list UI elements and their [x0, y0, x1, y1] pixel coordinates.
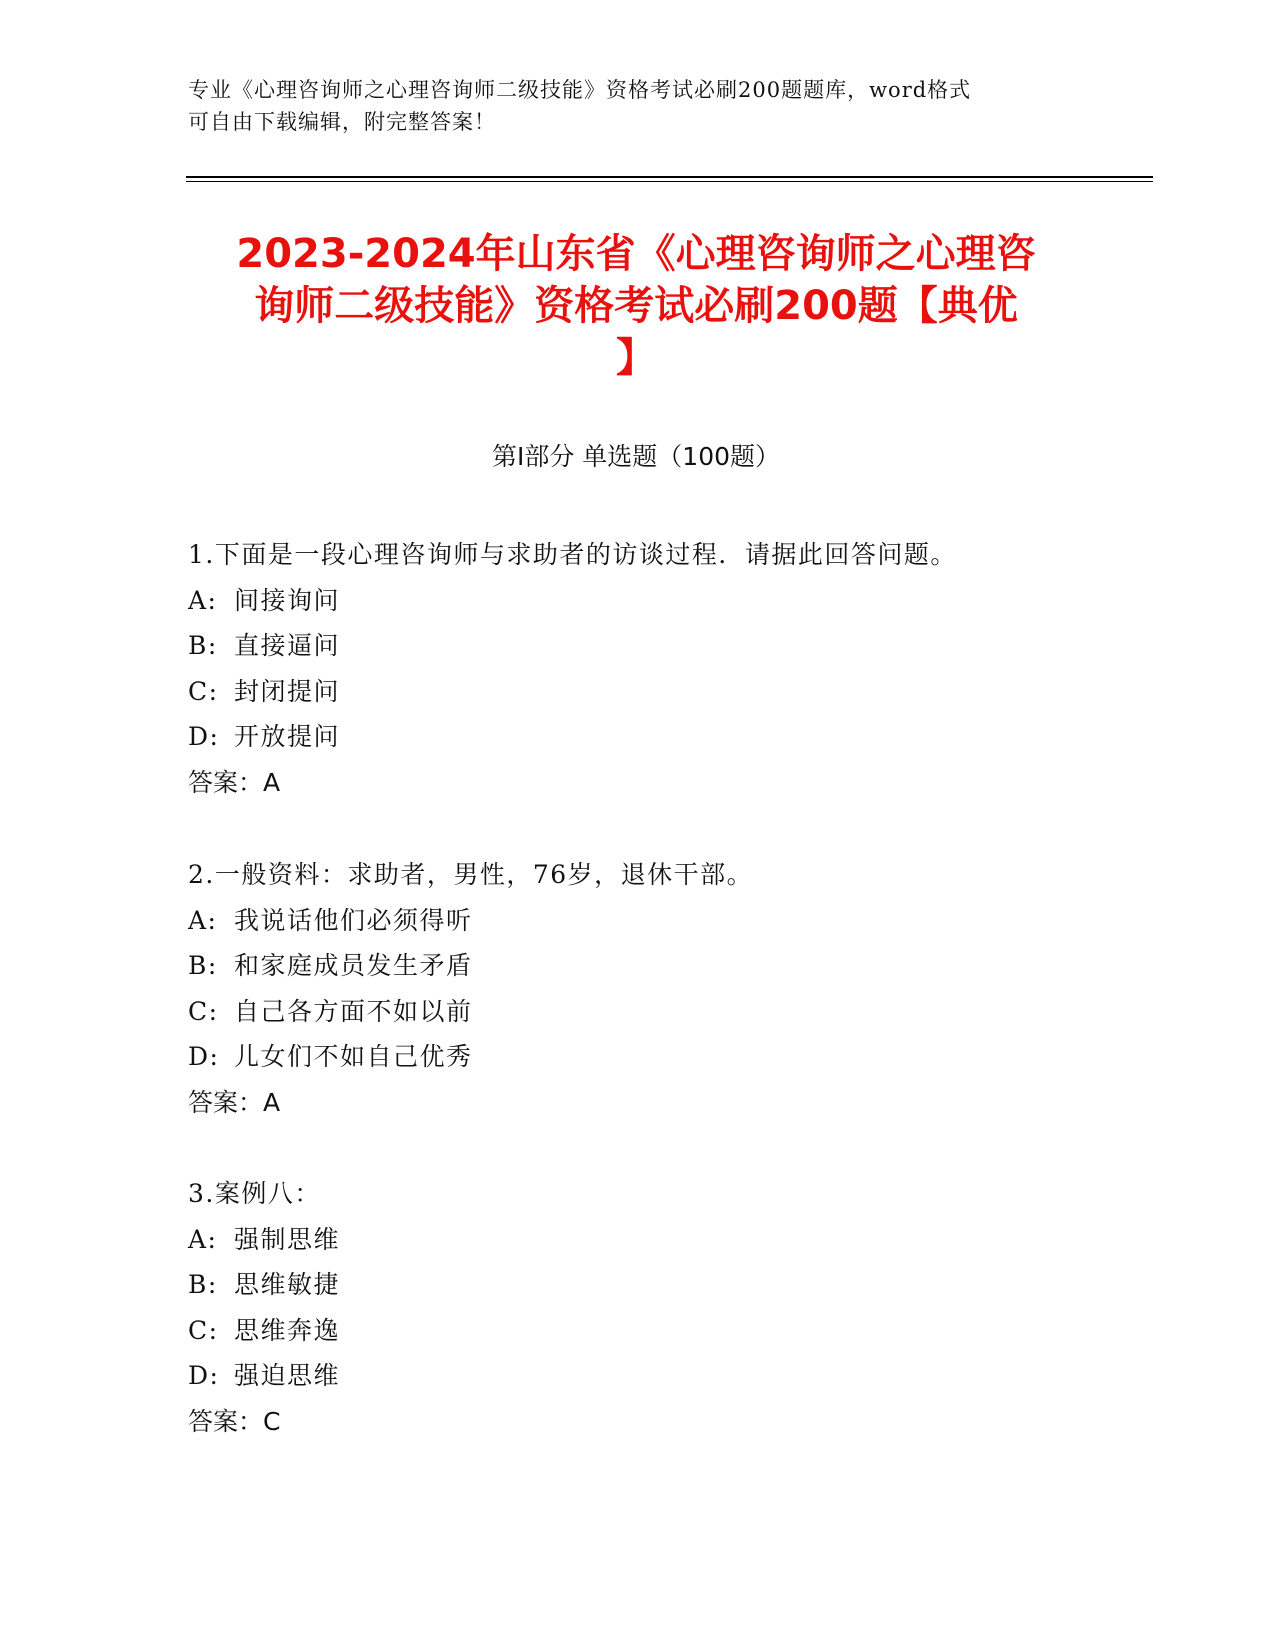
option-text: 和家庭成员发生矛盾: [234, 951, 473, 980]
option-text: 直接逼问: [234, 631, 341, 660]
option-b: [188, 1262, 1088, 1308]
question-2: [188, 852, 1088, 1125]
question-stem: 3.案例八：: [188, 1179, 321, 1208]
question-stem: 2.一般资料：求助者，男性，76岁，退休干部。: [188, 860, 754, 889]
option-c: [188, 669, 1088, 715]
question-1: [188, 532, 1088, 805]
option-letter: B:: [188, 1270, 218, 1299]
option-text: 间接询问: [234, 585, 341, 615]
option-a: [188, 578, 1088, 624]
option-b: [188, 943, 1088, 989]
option-text: 封闭提问: [234, 676, 341, 706]
option-text: 儿女们不如自己优秀: [234, 1042, 473, 1071]
option-text: 思维敏捷: [234, 1270, 341, 1299]
title-line-1: 2023-2024年山东省《心理咨询师之心理咨: [236, 231, 1036, 277]
option-letter: D:: [188, 1042, 220, 1071]
option-a: [188, 898, 1088, 944]
option-letter: D:: [188, 1361, 220, 1390]
option-c: [188, 989, 1088, 1035]
option-d: [188, 1034, 1088, 1080]
intro-line-1: 专业《心理咨询师之心理咨询师二级技能》资格考试必刷200题题库，word格式: [188, 78, 972, 102]
header-divider-thick: [186, 176, 1153, 178]
option-b: [188, 623, 1088, 669]
option-d: [188, 1353, 1088, 1399]
option-text: 开放提问: [234, 722, 341, 751]
option-letter: C:: [188, 1315, 219, 1345]
answer-line: 答案：A: [188, 767, 281, 797]
question-stem: 1.下面是一段心理咨询师与求助者的访谈过程．请据此回答问题。: [188, 540, 957, 569]
option-text: 我说话他们必须得听: [234, 905, 473, 935]
option-letter: C:: [188, 996, 219, 1026]
option-d: [188, 714, 1088, 760]
title-line-2: 询师二级技能》资格考试必刷200题【典优: [254, 283, 1018, 329]
answer-line: 答案：C: [188, 1406, 281, 1436]
option-text: 自己各方面不如以前: [234, 996, 473, 1026]
option-text: 强制思维: [234, 1224, 341, 1254]
option-text: 强迫思维: [234, 1361, 341, 1390]
option-letter: A:: [188, 585, 218, 615]
option-letter: B:: [188, 951, 218, 980]
title-line-3: 】: [616, 335, 656, 381]
header-divider-thin: [186, 181, 1153, 182]
document-intro-note: [188, 74, 1088, 138]
document-title: [186, 228, 1086, 384]
option-letter: C:: [188, 676, 219, 706]
option-c: [188, 1308, 1088, 1354]
option-letter: A:: [188, 1224, 218, 1254]
option-letter: B:: [188, 631, 218, 660]
intro-line-2: 可自由下载编辑，附完整答案！: [188, 110, 496, 134]
option-letter: D:: [188, 722, 220, 751]
option-a: [188, 1217, 1088, 1263]
option-letter: A:: [188, 905, 218, 935]
question-3: [188, 1171, 1088, 1444]
answer-line: 答案：A: [188, 1087, 281, 1117]
section-heading: 第Ⅰ部分 单选题（100题）: [491, 442, 781, 471]
option-text: 思维奔逸: [234, 1315, 341, 1345]
